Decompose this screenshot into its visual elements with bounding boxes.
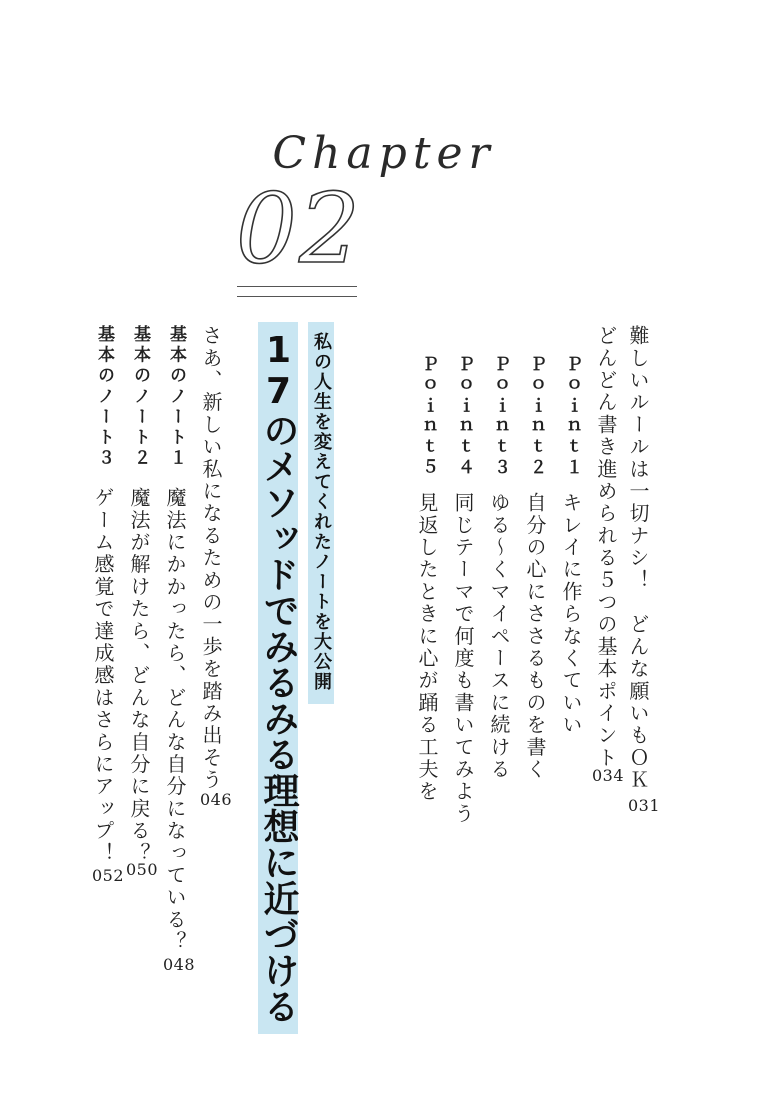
point-label: Ｐｏｉｎｔ３ bbox=[490, 355, 510, 479]
point-text[interactable]: 同じテーマで何度も書いてみよう bbox=[451, 492, 475, 825]
page-number: 046 bbox=[200, 790, 233, 809]
basic-note-label: 基本のノート２ bbox=[130, 325, 150, 470]
point-label: Ｐｏｉｎｔ４ bbox=[454, 355, 474, 479]
basic-note-text[interactable]: 魔法にかかったら、どんな自分になっている？ bbox=[163, 487, 187, 954]
basic-note-label: 基本のノート１ bbox=[166, 325, 186, 470]
divider-line bbox=[237, 286, 357, 287]
basic-note-label: 基本のノート３ bbox=[94, 325, 114, 470]
page-number: 034 bbox=[592, 766, 625, 785]
page-number: 031 bbox=[628, 796, 661, 815]
page-number: 052 bbox=[92, 866, 125, 885]
page-number: 048 bbox=[163, 955, 196, 974]
basic-note-text[interactable]: ゲーム感覚で達成感はさらにアップ！ bbox=[91, 487, 115, 865]
svg-text:02: 02 bbox=[235, 182, 363, 274]
divider-line bbox=[237, 296, 357, 297]
section-title: 17のメソッドでみるみる理想に近づける bbox=[258, 322, 298, 1034]
point-text[interactable]: 見返したときに心が踊る工夫を bbox=[415, 492, 439, 803]
point-label: Ｐｏｉｎｔ５ bbox=[418, 355, 438, 479]
point-text[interactable]: キレイに作らなくていい bbox=[559, 492, 583, 737]
toc-entry-intro[interactable]: さあ、新しい私になるための一歩を踏み出そう bbox=[199, 325, 223, 792]
point-text[interactable]: ゆる～くマイペースに続ける bbox=[487, 492, 511, 781]
point-label: Ｐｏｉｎｔ１ bbox=[562, 355, 582, 479]
toc-entry-rules[interactable]: 難しいルールは一切ナシ！ どんな願いもＯＫ bbox=[626, 325, 650, 792]
basic-note-text[interactable]: 魔法が解けたら、どんな自分に戻る？ bbox=[127, 487, 151, 865]
point-text[interactable]: 自分の心にささるものを書く bbox=[523, 492, 547, 781]
toc-entry-points[interactable]: どんどん書き進められる５つの基本ポイント bbox=[594, 325, 618, 769]
section-subtitle: 私の人生を変えてくれたノートを大公開 bbox=[308, 322, 334, 704]
chapter-heading: Chapter bbox=[272, 128, 496, 179]
page-number: 050 bbox=[126, 860, 159, 879]
point-label: Ｐｏｉｎｔ２ bbox=[526, 355, 546, 479]
chapter-number bbox=[234, 182, 364, 274]
